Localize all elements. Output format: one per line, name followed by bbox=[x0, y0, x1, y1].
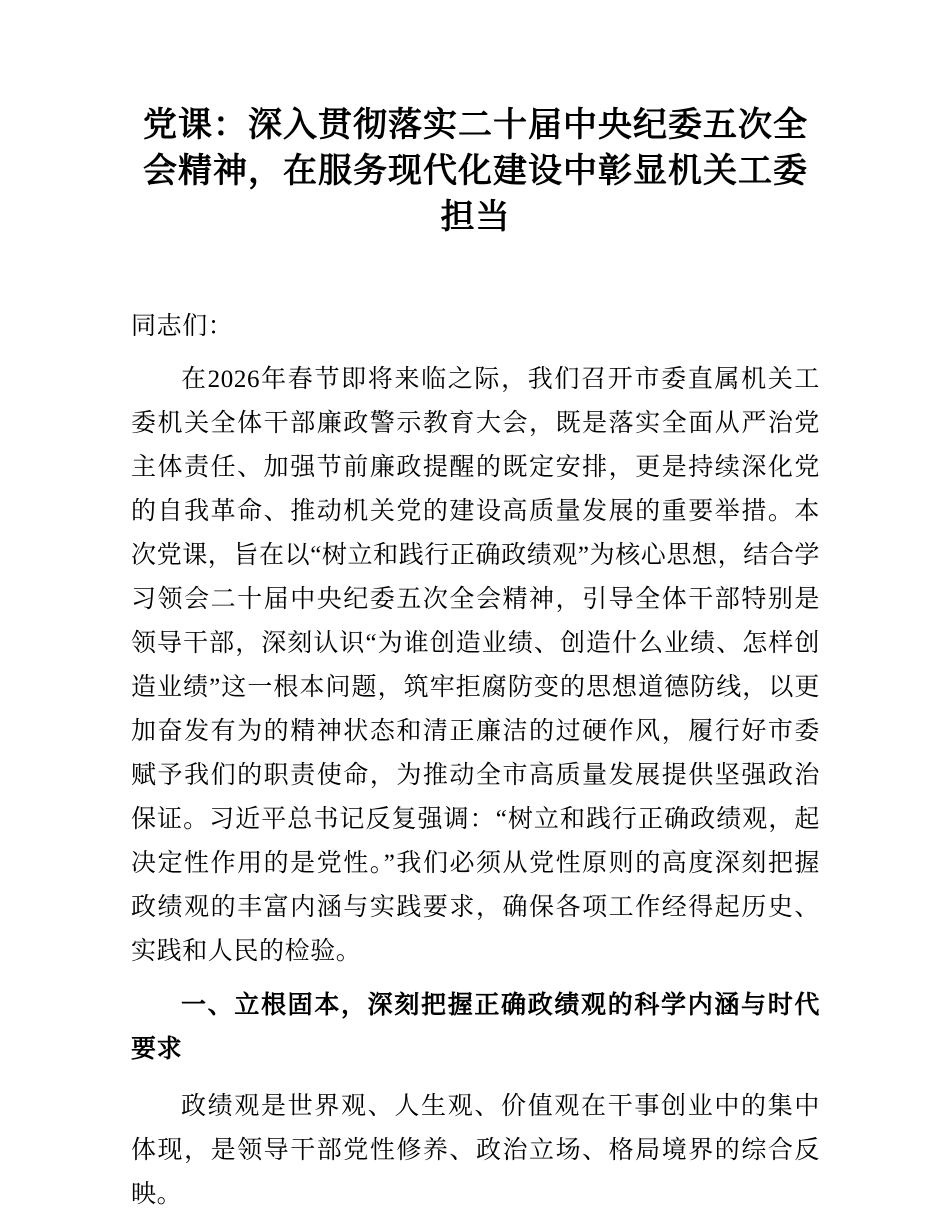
salutation: 同志们： bbox=[131, 313, 234, 340]
paragraph-intro: 在2026年春节即将来临之际，我们召开市委直属机关工委机关全体干部廉政警示教育大会，既是落实全面从严治党主体责任、加强节前廉政提醒的既定安排，更是持续深化党的自我革命、推动机关党的建设高质量发展的重要举措。本次党课，旨在以“树立和践行正确政绩观”为核心思想，结合学习领会二十届中央纪委五次全会精神，引导全体干部特别是领导干部，深刻认识“为谁创造业绩、创造什么业绩、怎样创造业绩”这一根本问题，筑牢拒腐防变的思想道德防线，以更加奋发有为的精神状态和清正廉洁的过硬作风，履行好市委赋予我们的职责使命，为推动全市高质量发展提供坚强政治保证。习近平总书记反复强调：“树立和践行正确政绩观，起决定性作用的是党性。”我们必须从党性原则的高度深刻把握政绩观的丰富内涵与实践要求，确保各项工作经得起历史、实践和人民的检验。 bbox=[131, 366, 820, 965]
section-heading-1: 一、立根固本，深刻把握正确政绩观的科学内涵与时代要求 bbox=[131, 991, 820, 1063]
paragraph-section-body: 政绩观是世界观、人生观、价值观在干事创业中的集中体现，是领导干部党性修养、政治立场、格局境界的综合反映。 bbox=[131, 1093, 820, 1208]
document-title: 党课：深入贯彻落实二十届中央纪委五次全会精神，在服务现代化建设中彰显机关工委担当 bbox=[143, 107, 808, 236]
